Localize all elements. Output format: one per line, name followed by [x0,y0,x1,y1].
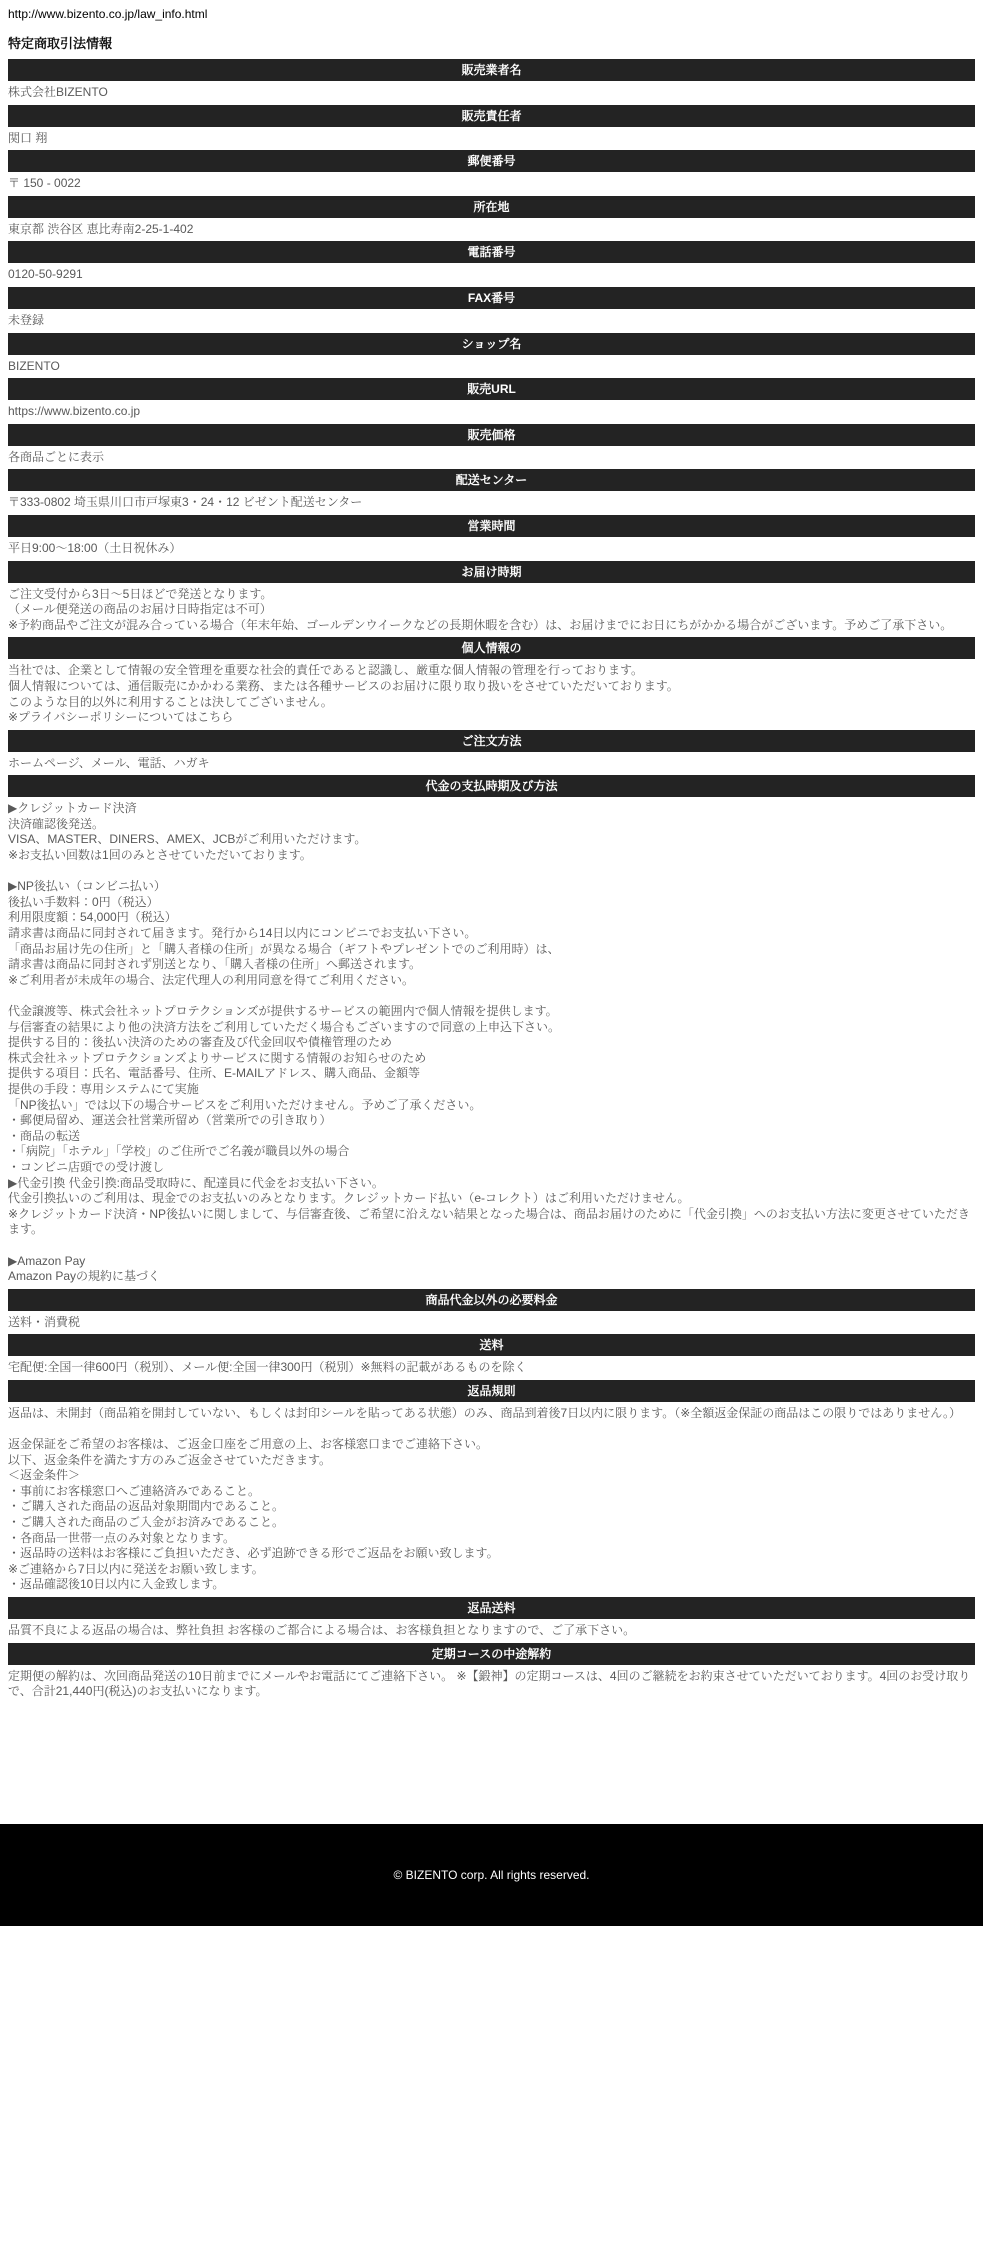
section-header-bar: 配送センター [8,469,975,491]
section-line: ・事前にお客様窓口へご連絡済みであること。 [8,1483,261,1498]
section-header-bar: 販売業者名 [8,59,975,81]
section-header-bar: ご注文方法 [8,730,975,752]
section-line: ※予約商品やご注文が混み合っている場合（年末年始、ゴールデンウイークなどの長期休暇を含む）は、お届けまでにお日にちがかかる場合がございます。予めご了承下さい。 [8,617,953,632]
section-line: ▶クレジットカード決済 [8,801,137,816]
section-header-bar: 送料 [8,1334,975,1356]
section-line: （メール便発送の商品のお届け日時指定は不可） [8,602,272,617]
section-body [8,583,975,638]
section [8,730,975,776]
section-body [8,659,975,729]
section-line: ・郵便局留め、運送会社営業所留め（営業所での引き取り） [8,1113,332,1128]
section [8,241,975,287]
section-body [8,1665,975,1704]
section-header-bar: 所在地 [8,196,975,218]
section-body [8,355,975,379]
section-line: ▶代金引換 代金引換:商品受取時に、配達員に代金をお支払い下さい。 [8,1175,384,1190]
section-line: ▶NP後払い（コンビニ払い） [8,879,166,894]
section-body [8,537,975,561]
blank-line [8,864,975,880]
site-footer [0,1824,983,1926]
section-line: 関口 翔 [8,130,48,145]
section-line: BIZENTO [8,358,60,373]
section-line: 0120-50-9291 [8,267,83,282]
section [8,561,975,638]
blank-line [8,1421,975,1437]
section-header-bar: お届け時期 [8,561,975,583]
section-body [8,491,975,515]
section [8,1597,975,1643]
section-body [8,309,975,333]
section-line: 株式会社BIZENTO [8,85,108,99]
section-body [8,797,975,1288]
page-url: http://www.bizento.co.jp/law_info.html [8,7,208,21]
section-header-bar: 商品代金以外の必要料金 [8,1289,975,1311]
sections-container [8,59,975,1704]
section-line: 「NP後払い」では以下の場合サービスをご利用いただけません。予めご了承ください。 [8,1097,482,1112]
section-line: 与信審査の結果により他の決済方法をご利用していただく場合もございますので同意の上申込下さい。 [8,1019,561,1034]
blank-line [8,1238,975,1254]
section-line: 代金譲渡等、株式会社ネットプロテクションズが提供するサービスの範囲内で個人情報を提供します。 [8,1004,558,1018]
section-line: https://www.bizento.co.jp [8,404,141,419]
section-header-bar: 定期コースの中途解約 [8,1643,975,1665]
blank-line [8,988,975,1004]
section-line: 品質不良による返品の場合は、弊社負担 お客様のご都合による場合は、お客様負担となりますので、ご了承下さい。 [8,1623,636,1637]
section-line: 提供の手段：専用システムにて実施 [8,1081,199,1096]
section-line: 未登録 [8,312,45,327]
section-header-bar: 販売価格 [8,424,975,446]
section-line: ・返品時の送料はお客様にご負担いただき、必ず追跡できる形でご返品をお願い致します。 [8,1546,499,1561]
section-line: ▶Amazon Pay [8,1253,86,1268]
section-line: 当社では、企業として情報の安全管理を重要な社会的責任であると認識し、厳重な個人情報の管理を行っております。 [8,663,644,678]
section-line: ・返品確認後10日以内に入金致します。 [8,1577,225,1592]
section-line: ・ご購入された商品の返品対象期間内であること。 [8,1499,285,1514]
section-header-bar: 販売URL [8,378,975,400]
section [8,515,975,561]
section-line: 個人情報については、通信販売にかかわる業務、または各種サービスのお届けに限り取り扱いをさせていただいております。 [8,678,679,693]
section-line: 返品は、未開封（商品箱を開封していない、もしくは封印シールを貼ってある状態）のみ、商品到着後7日以内に限ります。（※全額返金保証の商品はこの限りではありません。） [8,1405,961,1420]
section [8,1643,975,1704]
section-header-bar: 販売責任者 [8,105,975,127]
section-line: ※プライバシーポリシーについてはこちら [8,710,234,725]
section-header-bar: 返品送料 [8,1597,975,1619]
section-header-bar: 個人情報の [8,637,975,659]
section-line: 〒333-0802 埼玉県川口市戸塚東3・24・12 ビゼント配送センター [8,495,363,510]
section-header-bar: 郵便番号 [8,150,975,172]
section-body [8,263,975,287]
page-title: 特定商取引法情報 [8,36,113,51]
section [8,59,975,105]
copyright-text: © BIZENTO corp. All rights reserved. [393,1867,590,1882]
section-line: 送料・消費税 [8,1314,81,1329]
section-line: 請求書は商品に同封されず別送となり、「購入者様の住所」へ郵送されます。 [8,957,422,972]
section-line: 〒 150 - 0022 [8,176,81,191]
section-line: ※ご利用者が未成年の場合、法定代理人の利用同意を得てご利用ください。 [8,972,415,987]
section-body [8,172,975,196]
section-line: VISA、MASTER、DINERS、AMEX、JCBがご利用いただけます。 [8,832,367,847]
section-line: 株式会社ネットプロテクションズよりサービスに関する情報のお知らせのため [8,1050,427,1065]
section-line: 利用限度額：54,000円（税込） [8,910,177,925]
section [8,287,975,333]
section [8,1289,975,1335]
section-line: ・商品の転送 [8,1128,81,1143]
section-line: Amazon Payの規約に基づく [8,1269,161,1284]
section-header-bar: 営業時間 [8,515,975,537]
section [8,150,975,196]
section [8,424,975,470]
section-header-bar: 返品規則 [8,1380,975,1402]
section-line: ※クレジットカード決済・NP後払いに関しまして、与信審査後、ご希望に沿えない結果となった場合は、商品お届けのために「代金引換」へのお支払い方法に変更させていただきます。 [8,1206,970,1237]
section-line: 提供する項目：氏名、電話番号、住所、E-MAILアドレス、購入商品、金額等 [8,1066,421,1081]
section-body [8,1356,975,1380]
section-line: ・コンビニ店頭での受け渡し [8,1159,165,1174]
section-line: 各商品ごとに表示 [8,449,105,464]
section-body [8,400,975,424]
section-line: ・各商品一世帯一点のみ対象となります。 [8,1530,236,1545]
section-body [8,446,975,470]
section-line: 宅配便:全国一律600円（税別）、メール便:全国一律300円（税別）※無料の記載があるものを除く [8,1360,527,1375]
section-line: ご注文受付から3日～5日ほどで発送となります。 [8,586,273,601]
section-body [8,1311,975,1335]
section [8,775,975,1288]
section-line: 請求書は商品に同封されて届きます。発行から14日以内にコンビニでお支払い下さい。 [8,926,477,941]
section-line: 平日9:00～18:00（土日祝休み） [8,540,182,555]
section-header-bar: ショップ名 [8,333,975,355]
section-line: ホームページ、メール、電話、ハガキ [8,755,210,770]
section-line: ※お支払い回数は1回のみとさせていただいております。 [8,848,312,863]
section-line: ・「病院」「ホテル」「学校」のご住所でご名義が職員以外の場合 [8,1144,350,1159]
section-line: 「商品お届け先の住所」と「購入者様の住所」が異なる場合（ギフトやプレゼントでのご利用時）は、 [8,941,560,956]
section [8,637,975,729]
section [8,378,975,424]
section-header-bar: FAX番号 [8,287,975,309]
section-line: ＜返金条件＞ [8,1468,81,1483]
section-body [8,218,975,242]
section-line: ・ご購入された商品のご入金がお済みであること。 [8,1515,285,1530]
section-body [8,1402,975,1597]
section-line: 定期便の解約は、次回商品発送の10日前までにメールやお電話にてご連絡下さい。 ※【鍛神】の定期コースは、4回のご継続をお約束させていただいております。4回のお受け取りで、合計21,440円(税込)のお支払いになります。 [8,1668,971,1699]
section-body [8,127,975,151]
section-line: 東京都 渋谷区 恵比寿南2-25-1-402 [8,221,194,236]
section [8,333,975,379]
section-line: 返金保証をご希望のお客様は、ご返金口座をご用意の上、お客様窓口までご連絡下さい。 [8,1437,489,1452]
section-body [8,81,975,105]
section-line: 決済確認後発送。 [8,816,105,831]
section-line: 以下、返金条件を満たす方のみご返金させていただきます。 [8,1452,332,1467]
section [8,469,975,515]
section-header-bar: 電話番号 [8,241,975,263]
section-header-bar: 代金の支払時期及び方法 [8,775,975,797]
section-line: ※ご連絡から7日以内に発送をお願い致します。 [8,1561,264,1576]
section-line: このような目的以外に利用することは決してございません。 [8,694,333,709]
section-line: 提供する目的：後払い決済のための審査及び代金回収や債権管理のため [8,1035,393,1050]
section-body [8,752,975,776]
section-line: 後払い手数料：0円（税込） [8,894,159,909]
section-body [8,1619,975,1643]
section [8,1334,975,1380]
section-line: 代金引換払いのご利用は、現金でのお支払いのみとなります。クレジットカード払い（e-コレクト）はご利用いただけません。 [8,1191,690,1206]
section [8,1380,975,1597]
section [8,196,975,242]
section [8,105,975,151]
